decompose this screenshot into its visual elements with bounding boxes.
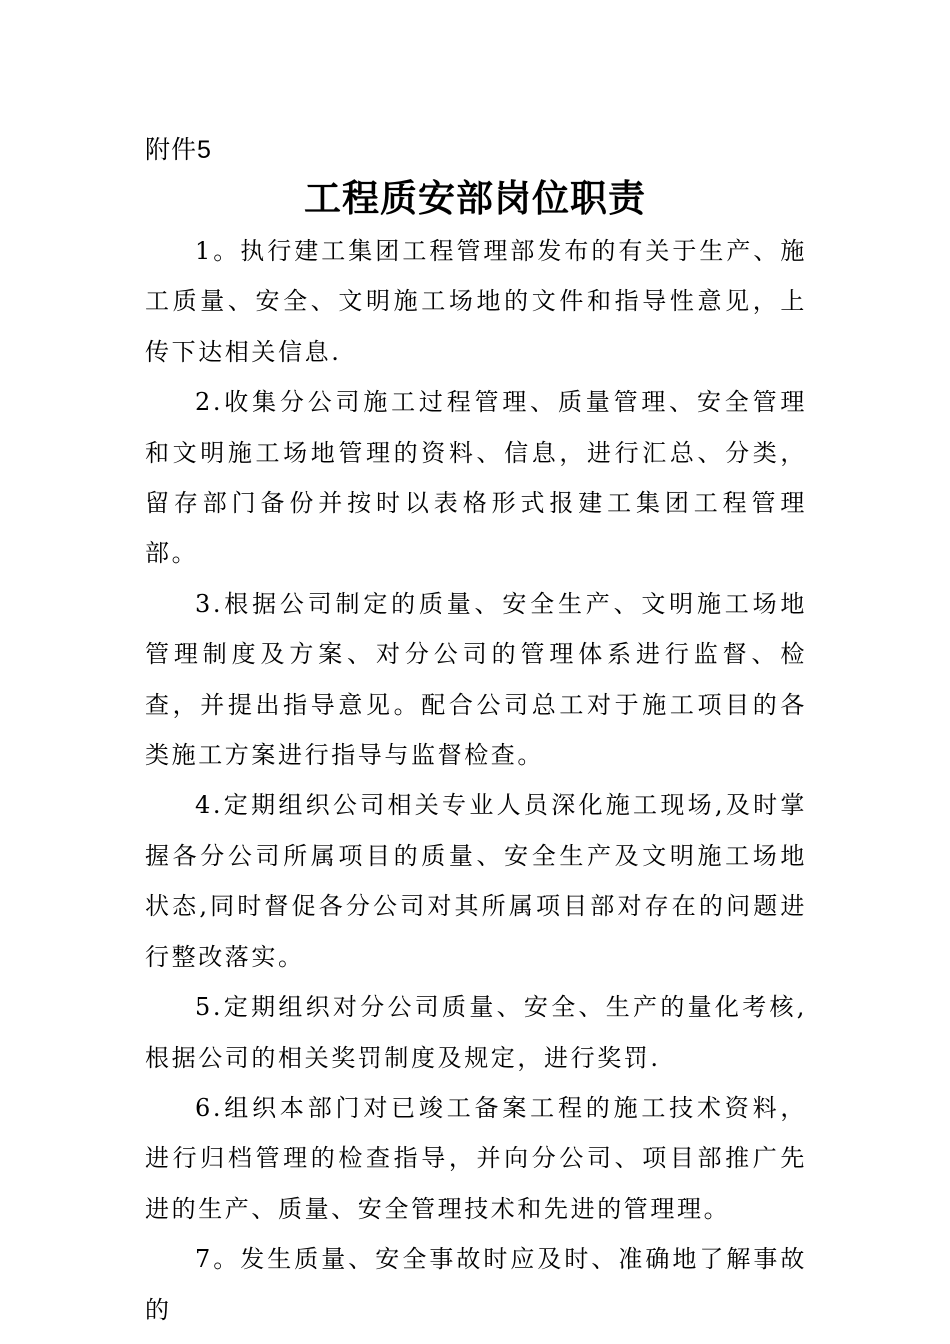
duty-item-7: 7。发生质量、安全事故时应及时、准确地了解事故的 — [145, 1245, 807, 1324]
duty-item-1: 1。执行建工集团工程管理部发布的有关于生产、施工质量、安全、文明施工场地的文件和指导性意见，上传下达相关信息. — [145, 237, 807, 366]
duty-item-6: 6.组织本部门对已竣工备案工程的施工技术资料，进行归档管理的检查指导，并向分公司、项目部推广先进的生产、质量、安全管理技术和先进的管理理。 — [145, 1093, 807, 1223]
duty-item-5: 5.定期组织对分公司质量、安全、生产的量化考核,根据公司的相关奖罚制度及规定，进行奖罚. — [145, 993, 807, 1072]
document-title: 工程质安部岗位职责 — [304, 176, 646, 220]
duty-item-4: 4.定期组织公司相关专业人员深化施工现场,及时掌握各分公司所属项目的质量、安全生产及文明施工场地状态,同时督促各分公司对其所属项目部对存在的问题进行整改落实。 — [145, 791, 807, 971]
attachment-label: 附件5 — [145, 136, 212, 164]
document-body — [145, 226, 807, 1335]
duty-item-2: 2.收集分公司施工过程管理、质量管理、安全管理和文明施工场地管理的资料、信息，进行汇总、分类，留存部门备份并按时以表格形式报建工集团工程管理部。 — [145, 388, 807, 568]
duty-item-3: 3.根据公司制定的质量、安全生产、文明施工场地管理制度及方案、对分公司的管理体系进行监督、检查，并提出指导意见。配合公司总工对于施工项目的各类施工方案进行指导与监督检查。 — [145, 589, 807, 770]
